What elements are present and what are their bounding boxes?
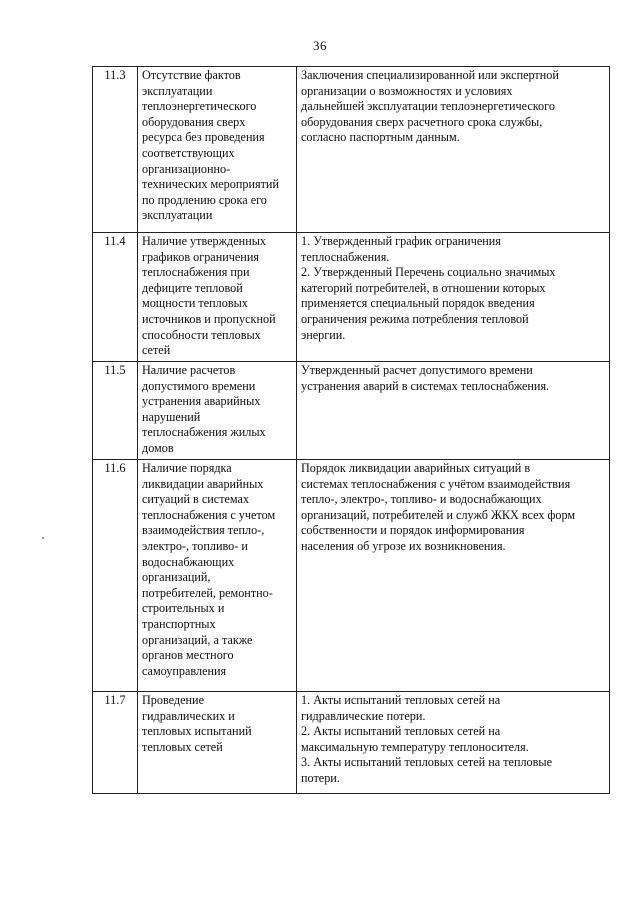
condition-text-line: способности тепловых	[142, 327, 261, 342]
evidence-text-line: потери.	[301, 770, 340, 785]
evidence-text-line: энергии.	[301, 327, 346, 342]
evidence-text-line: населения об угрозе их возникновения.	[301, 538, 506, 553]
evidence-text-line: 1. Утвержденный график ограничения	[301, 234, 501, 248]
requirements-table	[92, 66, 610, 794]
condition-text-line: теплоснабжения с учетом	[142, 507, 276, 522]
evidence-text-line: категорий потребителей, в отношении которых	[301, 280, 546, 295]
row-number: 11.6	[104, 461, 126, 475]
condition-text-line: взаимодействия тепло-,	[142, 523, 265, 538]
condition-text-line: графиков ограничения	[142, 249, 259, 264]
evidence-cell	[297, 460, 610, 692]
evidence-text-line: оборудования сверх расчетного срока службы,	[301, 114, 543, 129]
evidence-text-line: организации о возможностях и условиях	[301, 83, 513, 98]
table-row	[93, 67, 610, 233]
evidence-text-line: применяется специальный порядок введения	[301, 296, 535, 311]
condition-text-line: электро-, топливо- и	[142, 538, 248, 553]
condition-text-line: гидравлических и	[142, 708, 235, 723]
condition-text-line: мощности тепловых	[142, 296, 248, 311]
condition-text-line: транспортных	[142, 616, 216, 631]
condition-text-line: органов местного	[142, 648, 234, 663]
table-row	[93, 362, 610, 460]
evidence-text-line: 2. Утвержденный Перечень социально значимых	[301, 265, 556, 280]
row-number-cell	[93, 233, 138, 362]
scan-artifact	[42, 537, 44, 539]
evidence-text-line: согласно паспортным данным.	[301, 130, 460, 145]
evidence-text-line: ограничения режима потребления тепловой	[301, 311, 529, 326]
condition-text-line: ситуаций в системах	[142, 492, 250, 507]
evidence-text-line: 2. Акты испытаний тепловых сетей на	[301, 724, 501, 739]
condition-text-line: технических мероприятий	[142, 177, 279, 192]
condition-text-line: организаций, а также	[142, 632, 253, 647]
condition-text-line: организационно-	[142, 161, 231, 176]
table-row	[93, 460, 610, 692]
evidence-text-line: тепло-, электро-, топливо- и водоснабжающих	[301, 492, 542, 507]
row-number-cell	[93, 362, 138, 460]
condition-text-line: эксплуатации	[142, 83, 213, 98]
condition-text-line: устранения аварийных	[142, 394, 261, 409]
condition-cell	[138, 233, 297, 362]
condition-text-line: оборудования сверх	[142, 114, 246, 129]
evidence-text-line: гидравлические потери.	[301, 708, 426, 723]
evidence-text-line: Заключения специализированной или экспертной	[301, 68, 559, 82]
condition-text-line: теплоэнергетического	[142, 99, 257, 114]
condition-text-line: Наличие порядка	[142, 461, 232, 475]
condition-text-line: по продлению срока его	[142, 192, 267, 207]
row-number: 11.5	[104, 363, 126, 377]
row-number: 11.7	[104, 693, 126, 707]
evidence-cell	[297, 362, 610, 460]
condition-text-line: теплоснабжения при	[142, 265, 250, 280]
evidence-text-line: теплоснабжения.	[301, 249, 390, 264]
condition-text-line: допустимого времени	[142, 378, 256, 393]
evidence-cell	[297, 233, 610, 362]
evidence-text-line: максимальную температуру теплоносителя.	[301, 739, 529, 754]
condition-text-line: ликвидации аварийных	[142, 476, 264, 491]
row-number-cell	[93, 460, 138, 692]
condition-text-line: эксплуатации	[142, 208, 213, 223]
row-number: 11.3	[104, 68, 126, 82]
evidence-text-line: 3. Акты испытаний тепловых сетей на тепловые	[301, 755, 553, 770]
condition-text-line: Наличие утвержденных	[142, 234, 266, 248]
condition-text-line: соответствующих	[142, 145, 235, 160]
evidence-text-line: собственности и порядок информирования	[301, 523, 525, 538]
row-number-cell	[93, 67, 138, 233]
evidence-cell	[297, 692, 610, 794]
evidence-text-line: системах теплоснабжения с учётом взаимодействия	[301, 476, 571, 491]
condition-text-line: самоуправления	[142, 663, 227, 678]
condition-text-line: водоснабжающих	[142, 554, 235, 569]
evidence-text-line: 1. Акты испытаний тепловых сетей на	[301, 693, 501, 707]
condition-text-line: дефиците тепловой	[142, 280, 243, 295]
condition-text-line: Отсутствие фактов	[142, 68, 241, 82]
table-row	[93, 233, 610, 362]
evidence-text-line: Утвержденный расчет допустимого времени	[301, 363, 533, 377]
condition-cell	[138, 362, 297, 460]
condition-text-line: домов	[142, 440, 174, 455]
condition-text-line: нарушений	[142, 409, 201, 424]
condition-text-line: теплоснабжения жилых	[142, 425, 266, 440]
condition-cell	[138, 692, 297, 794]
table-body	[93, 67, 610, 794]
evidence-text-line: дальнейшей эксплуатации теплоэнергетического	[301, 99, 555, 114]
condition-text-line: источников и пропускной	[142, 311, 276, 326]
evidence-text-line: устранения аварий в системах теплоснабжения.	[301, 378, 550, 393]
condition-text-line: тепловых испытаний	[142, 724, 252, 739]
condition-text-line: строительных и	[142, 601, 225, 616]
row-number: 11.4	[104, 234, 126, 248]
condition-cell	[138, 460, 297, 692]
page-number: 36	[313, 38, 327, 53]
evidence-text-line: организаций, потребителей и служб ЖКХ всех форм	[301, 507, 576, 522]
condition-text-line: ресурса без проведения	[142, 130, 265, 145]
evidence-cell	[297, 67, 610, 233]
evidence-text-line: Порядок ликвидации аварийных ситуаций в	[301, 461, 531, 475]
condition-text-line: Наличие расчетов	[142, 363, 236, 377]
condition-text-line: тепловых сетей	[142, 739, 223, 754]
condition-text-line: Проведение	[142, 693, 204, 707]
table-row	[93, 692, 610, 794]
condition-text-line: сетей	[142, 343, 171, 358]
row-number-cell	[93, 692, 138, 794]
condition-text-line: потребителей, ремонтно-	[142, 585, 273, 600]
condition-text-line: организаций,	[142, 570, 211, 585]
condition-cell	[138, 67, 297, 233]
